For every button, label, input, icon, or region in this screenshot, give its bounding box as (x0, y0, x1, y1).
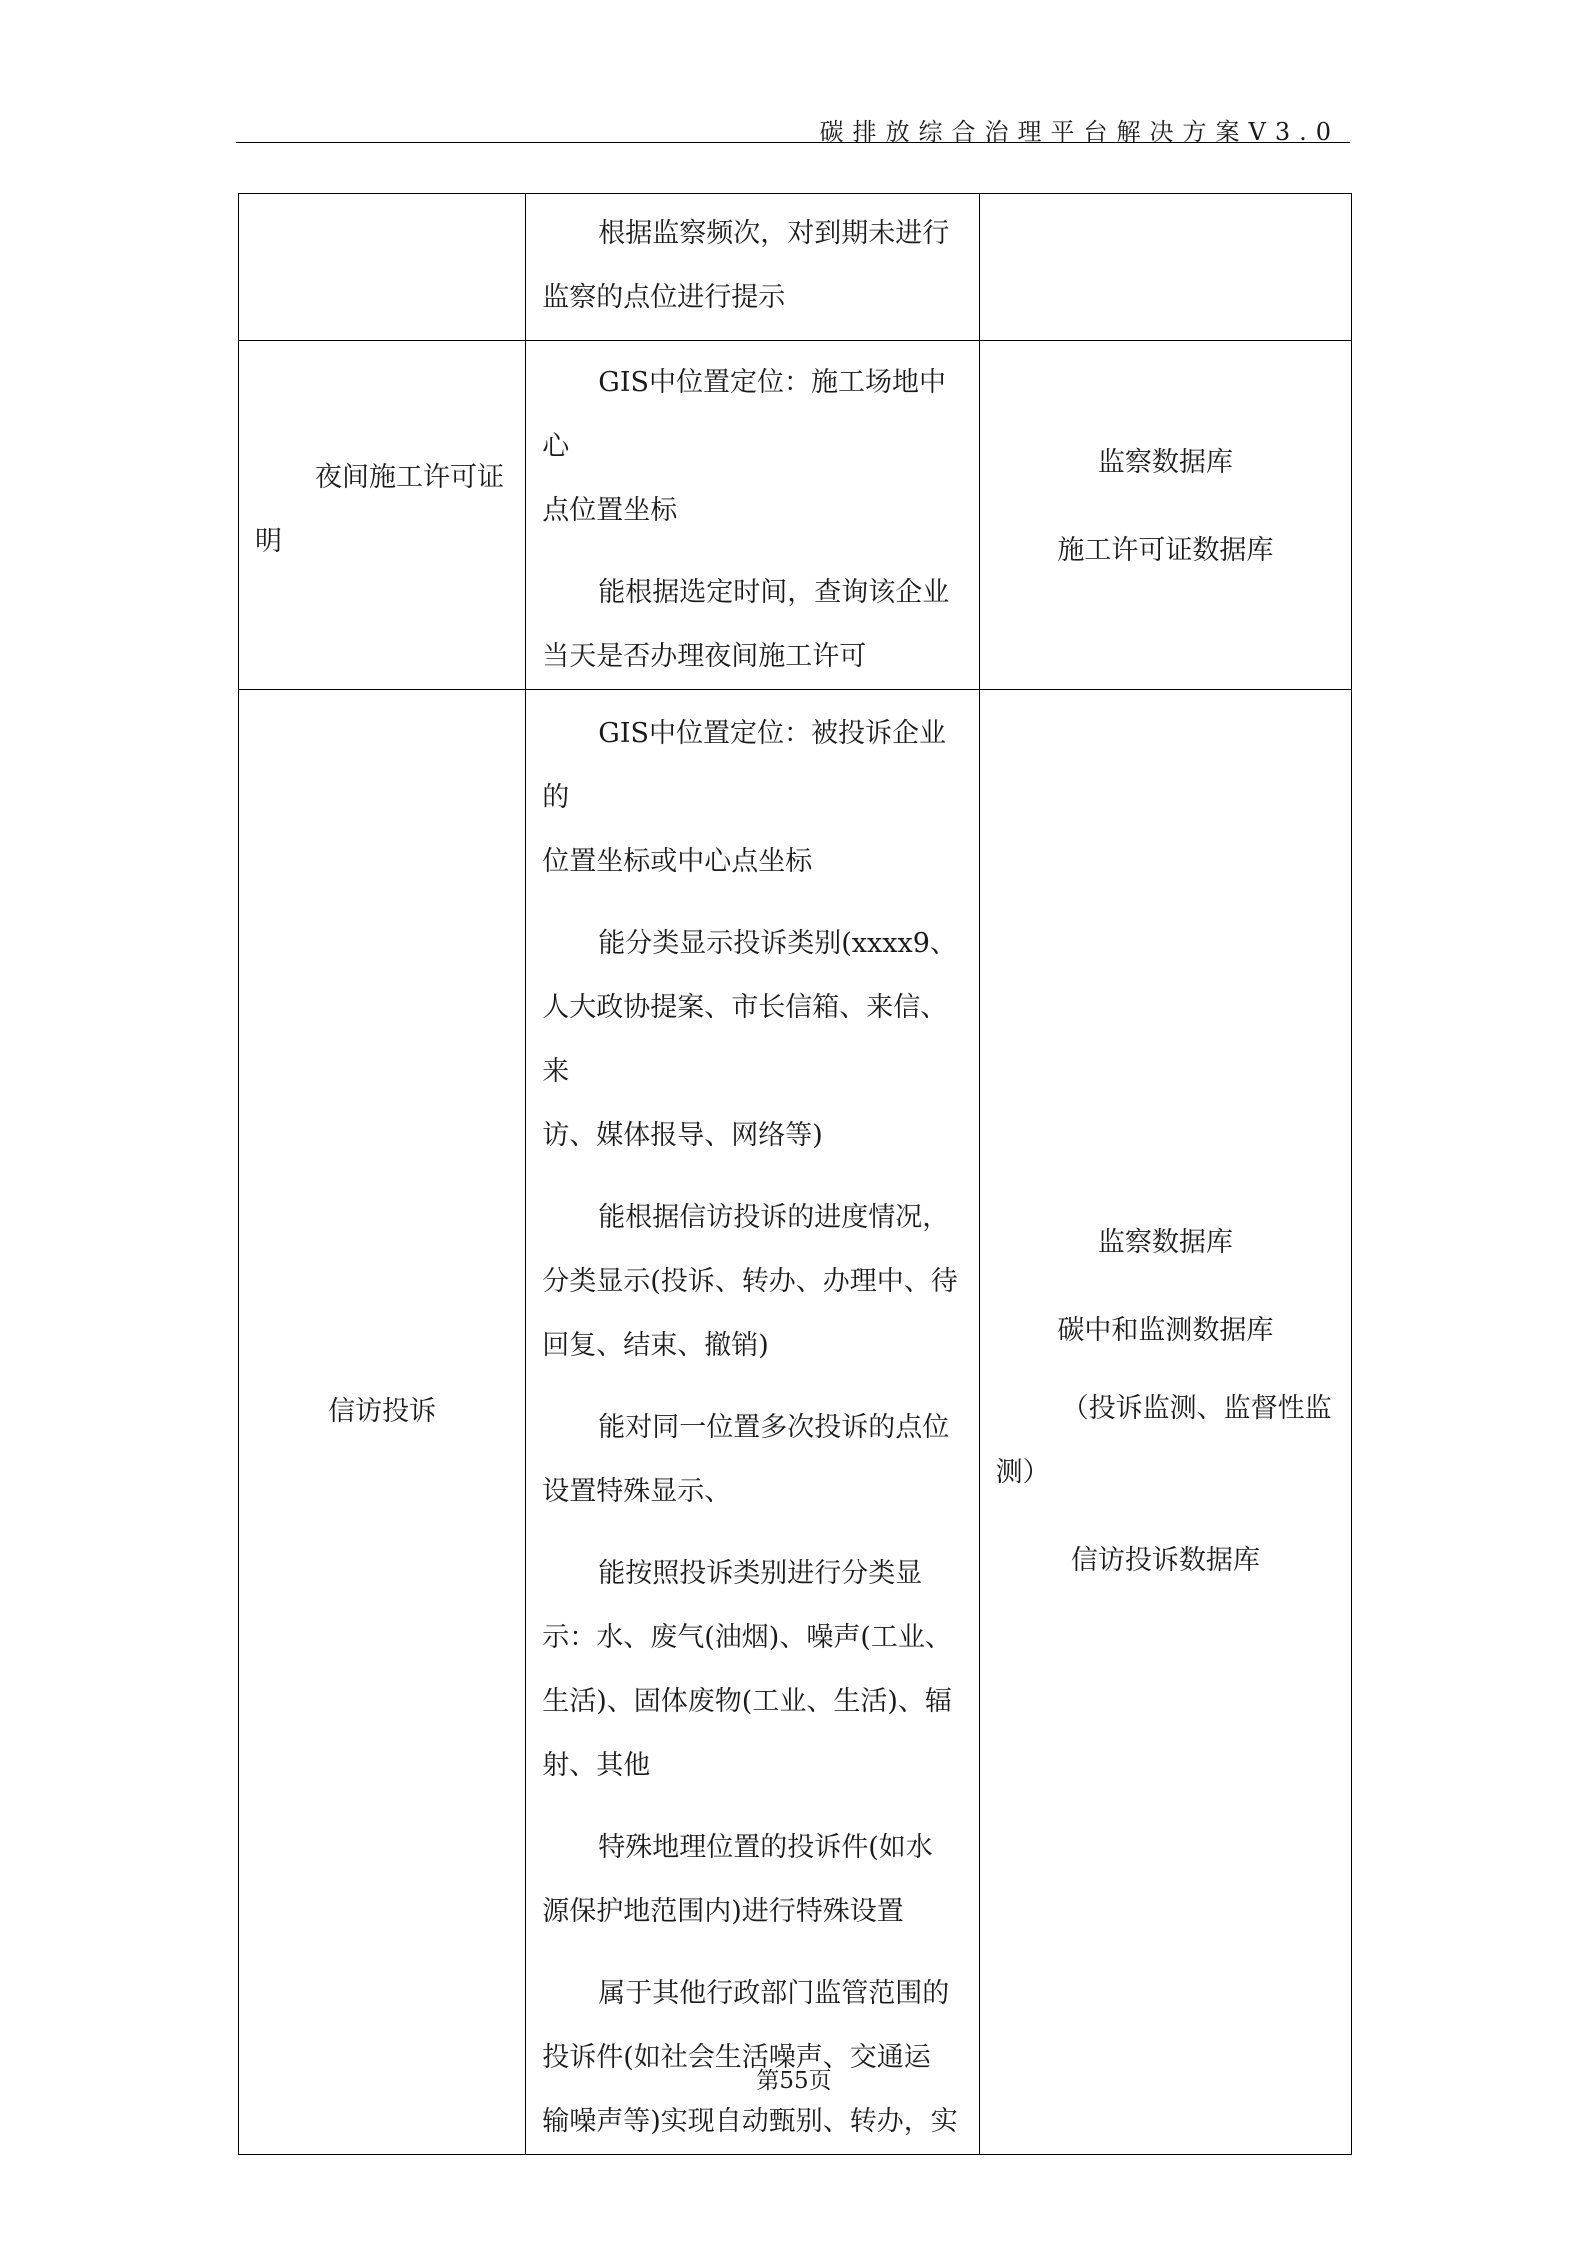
paragraph: GIS中位置定位：施工场地中心 点位置坐标 (542, 367, 946, 526)
database-name: 施工许可证数据库 (1057, 535, 1274, 566)
cell-label (239, 194, 526, 341)
cell-label (239, 690, 526, 2155)
cell-database (979, 690, 1351, 2155)
paragraph: 根据监察频次，对到期未进行 监察的点位进行提示 (542, 218, 950, 313)
paragraph: 能根据信访投诉的进度情况， 分类显示(投诉、转办、办理中、待 回复、结束、撤销) (542, 1202, 958, 1361)
cell-function (526, 194, 979, 341)
database-note: （投诉监测、监督性监 测） (995, 1393, 1332, 1488)
paragraph: 能按照投诉类别进行分类显 示：水、废气(油烟)、噪声(工业、 生活)、固体废物(工业、生活)、辐 射、其他 (542, 1558, 952, 1781)
cell-label (239, 341, 526, 690)
table-row (239, 690, 1352, 2155)
database-name: 碳中和监测数据库 (1057, 1315, 1274, 1346)
paragraph: 能分类显示投诉类别(xxxx9、 人大政协提案、市长信箱、来信、来 访、媒体报导、网络等) (542, 928, 957, 1151)
paragraph: 能根据选定时间，查询该企业 当天是否办理夜间施工许可 (542, 577, 950, 672)
paragraph: 属于其他行政部门监管范围的 投诉件(如社会生活噪声、交通运 输噪声等)实现自动甄别、转办，实 (542, 1978, 958, 2137)
database-list (980, 1211, 1351, 1593)
header-rule (236, 142, 1350, 143)
cell-database (979, 194, 1351, 341)
cell-function (526, 690, 979, 2155)
cell-function (526, 341, 979, 690)
database-name: 信访投诉数据库 (1070, 1545, 1260, 1576)
row-label: 夜间施工许可证 明 (255, 462, 504, 557)
paragraph: GIS中位置定位：被投诉企业的 位置坐标或中心点坐标 (542, 718, 946, 877)
cell-database (979, 341, 1351, 690)
row-label: 信访投诉 (328, 1396, 437, 1427)
page-number: 第55页 (756, 2068, 832, 2094)
requirements-table (238, 193, 1352, 2155)
paragraph: 能对同一位置多次投诉的点位 设置特殊显示、 (542, 1412, 950, 1507)
database-name: 监察数据库 (1097, 1227, 1233, 1258)
document-header-title: 碳排放综合治理平台解决方案V3.0 (819, 118, 1340, 146)
table-row (239, 341, 1352, 690)
table-row (239, 194, 1352, 341)
database-name: 监察数据库 (1097, 447, 1233, 478)
paragraph: 特殊地理位置的投诉件(如水 源保护地范围内)进行特殊设置 (542, 1832, 933, 1927)
database-list (980, 431, 1351, 583)
